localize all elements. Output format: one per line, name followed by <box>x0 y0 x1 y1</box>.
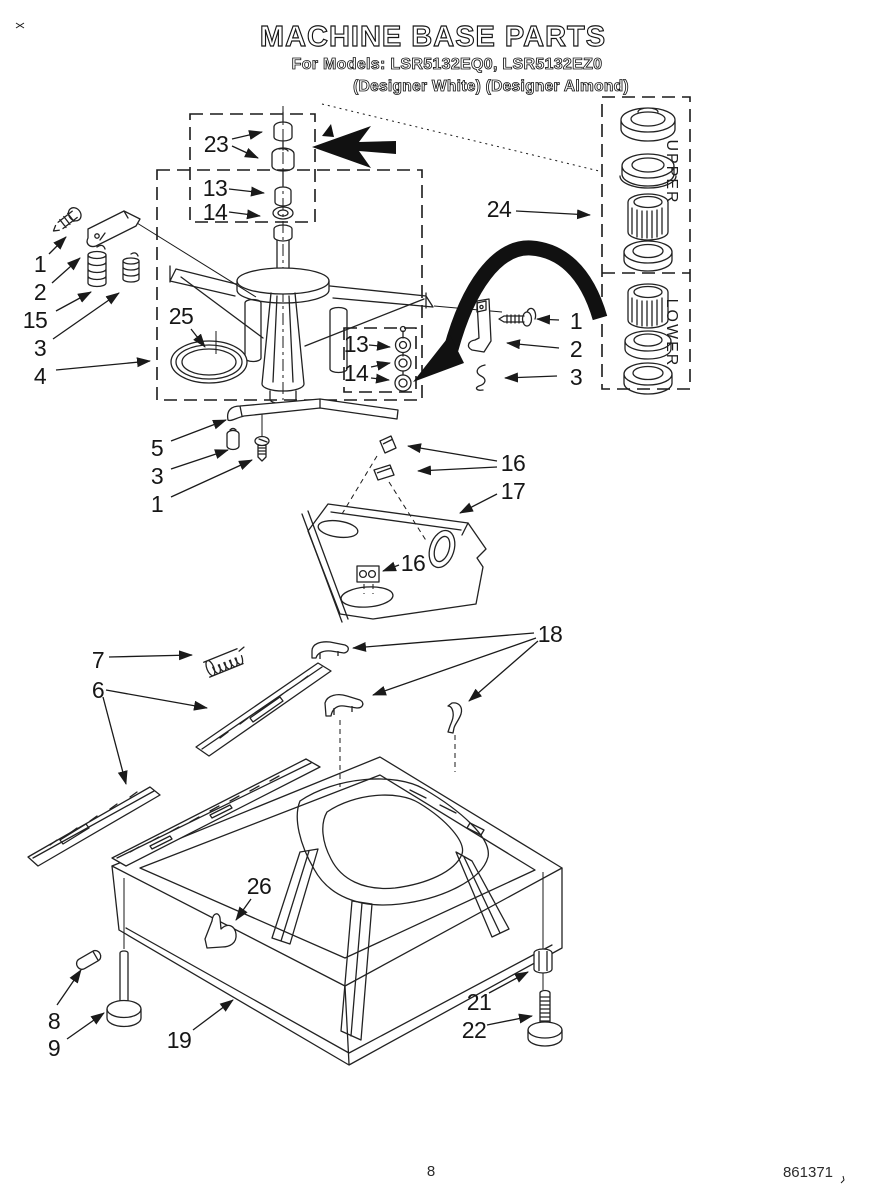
callout-25: 25 <box>168 303 194 329</box>
callout-arrow <box>109 655 192 657</box>
upper-section-label: UPPER <box>663 139 680 205</box>
callout-arrow <box>487 1016 532 1025</box>
callout-26: 26 <box>246 873 272 899</box>
callout-23: 23 <box>203 131 229 157</box>
pointer-arrow-icon <box>312 126 396 168</box>
callout-6: 6 <box>91 677 105 703</box>
doc-number: 861371 <box>782 1164 834 1181</box>
callout-arrow <box>232 132 262 139</box>
callout-3-left: 3 <box>33 335 47 361</box>
callout-4: 4 <box>33 363 47 389</box>
motor-platform <box>302 504 486 622</box>
callout-7: 7 <box>91 647 105 673</box>
callout-arrow <box>418 467 497 471</box>
callout-3-right: 3 <box>569 364 583 390</box>
small-triangle-icon <box>322 124 334 137</box>
callout-arrow <box>67 1013 104 1039</box>
callout-13b: 13 <box>343 331 369 357</box>
callout-9: 9 <box>47 1035 61 1061</box>
callout-arrow <box>537 319 559 320</box>
finishes-subtitle: (Designer White) (Designer Almond) <box>353 78 629 95</box>
page-title: MACHINE BASE PARTS <box>259 21 607 53</box>
leader-bracket-to-gearcase <box>137 223 256 297</box>
callout-5: 5 <box>150 435 164 461</box>
callout-2-left: 2 <box>33 279 47 305</box>
callout-arrow <box>56 292 91 311</box>
lower-section-label: LOWER <box>663 298 680 368</box>
callout-arrow <box>507 343 559 348</box>
thrust-spacer-ring <box>171 331 247 383</box>
callout-arrow <box>171 450 228 469</box>
callout-1-left: 1 <box>33 251 47 277</box>
callout-arrow <box>371 363 390 367</box>
callout-arrow <box>505 376 557 378</box>
callout-arrow <box>103 697 126 784</box>
callout-24: 24 <box>486 196 512 222</box>
callout-arrow <box>516 211 590 215</box>
models-subtitle: For Models: LSR5132EQ0, LSR5132EZ0 <box>291 56 603 73</box>
callout-arrow <box>383 565 399 571</box>
lock-nut-21 <box>534 949 552 973</box>
callout-arrow <box>193 1000 233 1030</box>
callout-21: 21 <box>466 989 492 1015</box>
clip-drop-line-a <box>342 456 377 514</box>
callout-18: 18 <box>537 621 563 647</box>
callout-arrow <box>408 446 497 461</box>
callout-16-low: 16 <box>400 550 426 576</box>
callout-14b: 14 <box>343 360 369 386</box>
stray-mark <box>841 1176 844 1183</box>
mounting-stem-bracket <box>227 399 398 461</box>
callout-19: 19 <box>166 1027 192 1053</box>
callout-arrow <box>56 361 150 370</box>
callout-arrow <box>460 494 497 513</box>
isolator-clips-16 <box>374 436 396 480</box>
leveling-foot-22 <box>528 991 562 1046</box>
callout-arrow <box>229 212 260 216</box>
ground-clip-26 <box>205 914 236 948</box>
callout-8: 8 <box>47 1008 61 1034</box>
callout-arrow <box>373 638 536 695</box>
callout-22: 22 <box>461 1017 487 1043</box>
callout-2-right: 2 <box>569 336 583 362</box>
callout-1-mid: 1 <box>150 491 164 517</box>
clip-drop-line-b <box>389 482 427 542</box>
callout-leader-arrows <box>49 132 590 1039</box>
left-suspension-hardware <box>49 205 140 286</box>
callout-arrow <box>52 258 80 283</box>
callout-arrow <box>171 420 226 441</box>
callout-arrow <box>229 189 264 193</box>
callout-13a: 13 <box>202 175 228 201</box>
callout-14a: 14 <box>202 199 228 225</box>
callout-arrow <box>371 378 389 380</box>
leveling-foot-9 <box>107 951 141 1027</box>
callout-arrow <box>49 237 66 254</box>
foot-pin-8 <box>75 949 103 972</box>
leveling-spring <box>204 646 250 677</box>
bearing-kit-parts <box>395 327 411 392</box>
callout-1-right: 1 <box>569 308 583 334</box>
callout-arrow <box>369 345 390 347</box>
callout-3-mid: 3 <box>150 463 164 489</box>
callout-arrow <box>53 293 119 339</box>
callout-16-top: 16 <box>500 450 526 476</box>
callout-arrow <box>236 899 251 920</box>
callout-15: 15 <box>22 307 48 333</box>
callout-arrow <box>106 690 207 708</box>
callout-17: 17 <box>500 478 526 504</box>
machine-base-frame <box>112 757 562 1065</box>
callout-arrow <box>232 146 258 158</box>
page-number: 8 <box>426 1163 436 1180</box>
callout-arrow <box>353 633 534 648</box>
base-rail-loose <box>196 663 331 756</box>
corner-mark <box>16 23 24 28</box>
callout-arrow <box>57 970 81 1005</box>
suspension-pads-18 <box>312 642 462 733</box>
